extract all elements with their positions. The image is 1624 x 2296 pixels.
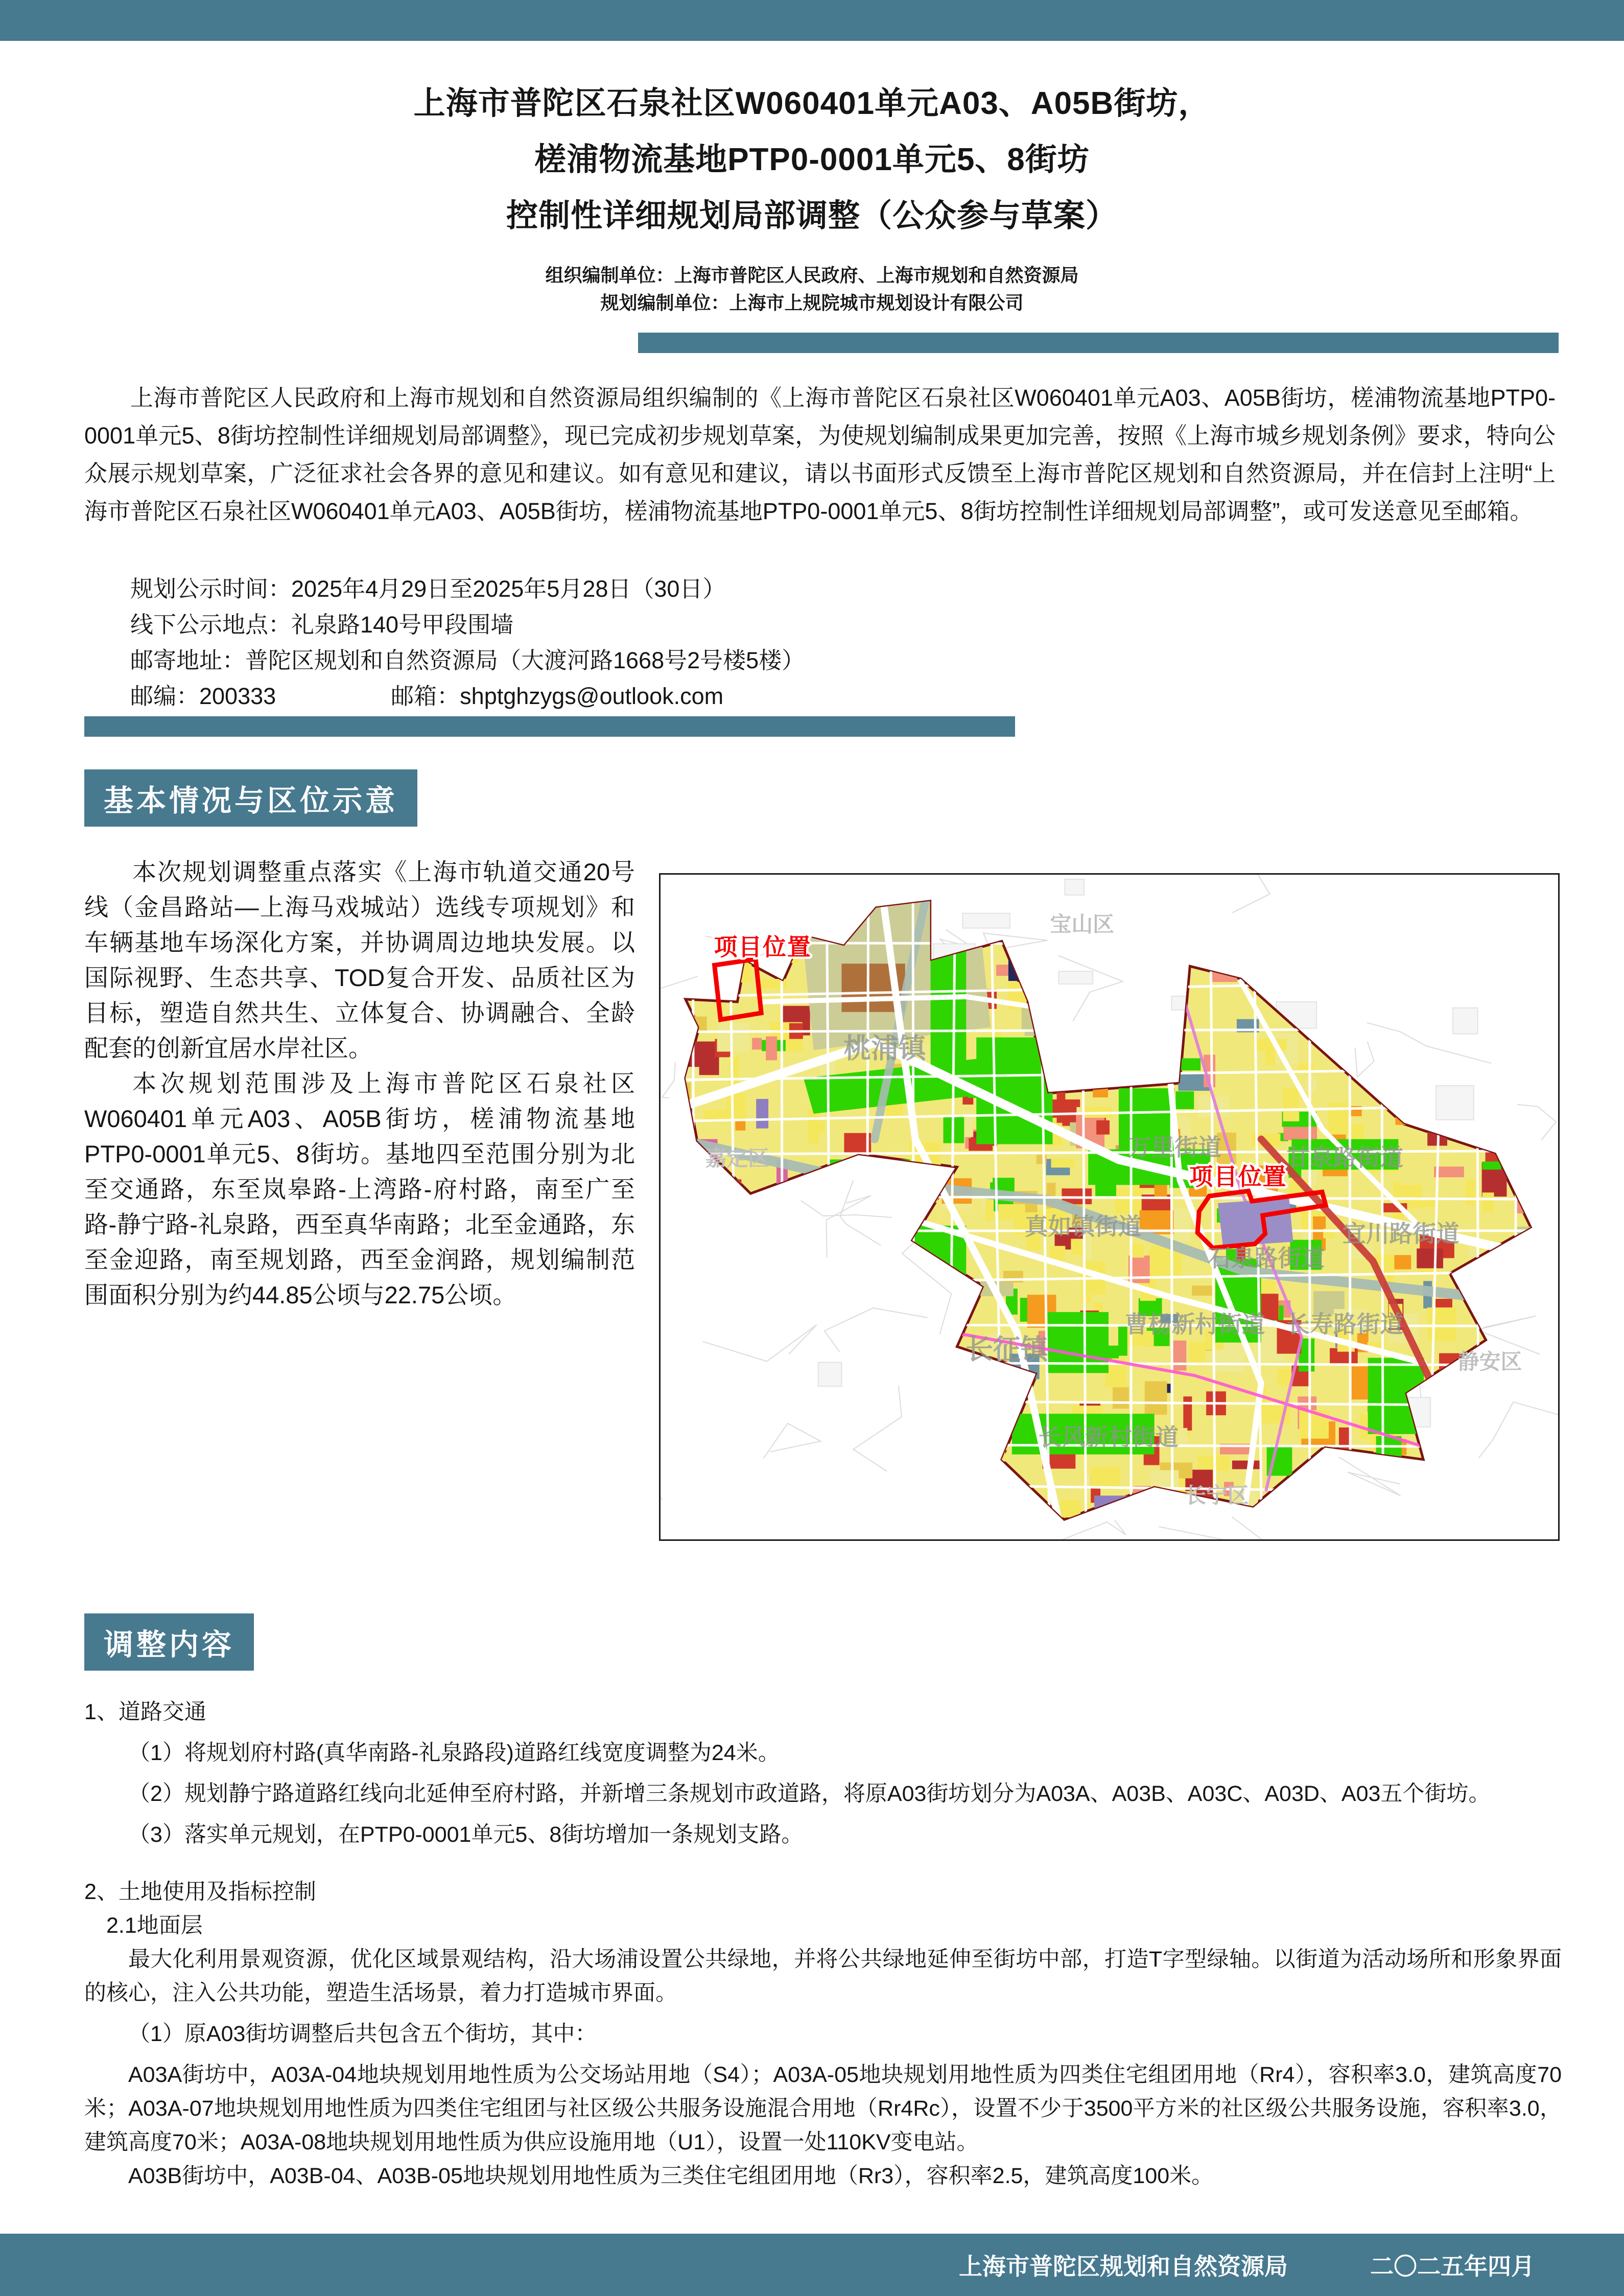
district-label-changning: 长宁区 [1185,1483,1249,1508]
page-title [0,76,1624,244]
notice-info-block [84,571,1556,714]
title-line-1: 上海市普陀区石泉社区W060401单元A03、A05B街坊， [413,86,1211,121]
section-heading-adjustments: 调整内容 [84,1613,254,1671]
top-accent-bar [0,0,1624,41]
email-address: 邮箱：shptghzygs@outlook.com [391,683,724,709]
title-line-2: 槎浦物流基地PTP0-0001单元5、8街坊 [534,142,1090,177]
area-label-shiquan: 石泉路街道 [1208,1245,1325,1272]
section-heading-overview: 基本情况与区位示意 [84,769,417,827]
area-label-ganquan: 甘泉路街道 [1286,1144,1404,1171]
adjust-item2-sub: 2.1地面层 [106,1913,203,1938]
area-label-changshou: 长寿路街道 [1286,1311,1404,1338]
area-label-wanli: 万里街道 [1127,1134,1221,1161]
district-label-baoshan: 宝山区 [1050,912,1114,936]
notice-time: 规划公示时间：2025年4月29日至2025年5月28日（30日） [130,576,726,602]
footer-agency: 上海市普陀区规划和自然资源局 [959,2253,1288,2280]
land-use-map-svg [661,875,1558,1539]
offline-location: 线下公示地点：礼泉路140号甲段围墙 [130,612,514,638]
postcode: 邮编：200333 [130,683,276,709]
divider-bar-middle [84,716,1015,737]
area-label-zhenru: 真如镇街道 [1024,1213,1142,1240]
metro-depot-parcel [1218,1198,1293,1247]
overview-paragraph-2: 本次规划范围涉及上海市普陀区石泉社区W060401单元A03、A05B街坊，槎浦物流基地PTP0-0001单元5、8街坊。基地四至范围分别为北至交通路，东至岚皋路-上湾路-府村路，南至广至路-静宁路-礼泉路，西至真华南路；北至金通路，东至金迎路，南至规划路，西至金润路，规划编制范围面积分别为约44.85公顷与22.75公顷。 [84,1070,635,1308]
area-label-taopu: 桃浦镇 [843,1033,926,1064]
project-location-label-1: 项目位置 [714,934,812,960]
adjust-item2-point1: （1）原A03街坊调整后共包含五个街坊，其中： [128,2022,597,2046]
adjust-item2-paragraph-a03a: A03A街坊中，A03A-04地块规划用地性质为公交场站用地（S4）；A03A-05地块规划用地性质为四类住宅组团用地（Rr4），容积率3.0，建筑高度70米；A03A-07地块规划用地性质为四类住宅组团与社区级公共服务设施混合用地（Rr4Rc），设置不少于3500平方米的社区级公共服务设施，容积率3.0，建筑高度70米；A03A-08地块规划用地性质为供应设施用地（U1），设置一处110KV变电站。 [84,2063,1562,2154]
footer-bar [0,2234,1624,2296]
intro-section [84,379,1556,530]
area-label-changzheng: 长征镇 [966,1334,1048,1365]
district-label-jiading: 嘉定区 [705,1146,770,1170]
adjust-item2-paragraph-a03b: A03B街坊中，A03B-04、A03B-05地块规划用地性质为三类住宅组团用地（Rr3），容积率2.5，建筑高度100米。 [128,2164,1214,2188]
district-label-jingan: 静安区 [1457,1349,1522,1374]
area-label-changfeng: 长风新村街道 [1038,1424,1179,1450]
intro-paragraph: 上海市普陀区人民政府和上海市规划和自然资源局组织编制的《上海市普陀区石泉社区W060401单元A03、A05B街坊，槎浦物流基地PTP0-0001单元5、8街坊控制性详细规划局部调整》，现已完成初步规划草案，为使规划编制成果更加完善，按照《上海市城乡规划条例》要求，特向公众展示规划草案，广泛征求社会各界的意见和建议。如有意见和建议，请以书面形式反馈至上海市普陀区规划和自然资源局，并在信封上注明“上海市普陀区石泉社区W060401单元A03、A05B街坊，槎浦物流基地PTP0-0001单元5、8街坊控制性详细规划局部调整”，或可发送意见至邮箱。 [84,385,1556,524]
title-line-3: 控制性详细规划局部调整（公众参与草案） [506,198,1118,233]
adjust-item1-point3: （3）落实单元规划，在PTP0-0001单元5、8街坊增加一条规划支路。 [128,1822,804,1847]
adjust-item2-paragraph: 最大化利用景观资源，优化区域景观结构，沿大场浦设置公共绿地，并将公共绿地延伸至街坊中部，打造T字型绿轴。以街道为活动场所和形象界面的核心，注入公共功能，塑造生活场景，着力打造城市界面。 [84,1947,1562,2005]
adjust-item1-title: 1、道路交通 [84,1700,206,1724]
adjust-item1-point1: （1）将规划府村路(真华南路-礼泉路段)道路红线宽度调整为24米。 [128,1741,780,1765]
footer-date: 二〇二五年四月 [1370,2253,1535,2280]
organizer-line: 组织编制单位：上海市普陀区人民政府、上海市规划和自然资源局 [545,265,1079,286]
divider-bar-top [638,333,1559,353]
overview-paragraph-1: 本次规划调整重点落实《上海市轨道交通20号线（金昌路站—上海马戏城站）选线专项规划》和车辆基地车场深化方案，并协调周边地块发展。以国际视野、生态共享、TOD复合开发、品质社区为目标，塑造自然共生、立体复合、协调融合、全龄配套的创新宜居水岸社区。 [84,858,635,1062]
location-map [659,873,1560,1541]
planner-line: 规划编制单位：上海市上规院城市规划设计有限公司 [600,292,1024,313]
area-label-caoyang: 曹杨新村街道 [1124,1311,1265,1338]
adjust-item2-title: 2、土地使用及指标控制 [84,1880,316,1904]
postcode-email-line [84,678,1556,714]
overview-text-column [84,854,635,1313]
organizer-block [0,262,1624,317]
adjust-item1-point2: （2）规划静宁路道路红线向北延伸至府村路，并新增三条规划市政道路，将原A03街坊划分为A03A、A03B、A03C、A03D、A03五个街坊。 [128,1782,1491,1806]
mail-address: 邮寄地址：普陀区规划和自然资源局（大渡河路1668号2号楼5楼） [130,647,805,673]
adjustments-section [84,1695,1562,2193]
project-location-label-2: 项目位置 [1189,1164,1287,1190]
area-label-yichuan: 宜川路街道 [1342,1221,1460,1247]
